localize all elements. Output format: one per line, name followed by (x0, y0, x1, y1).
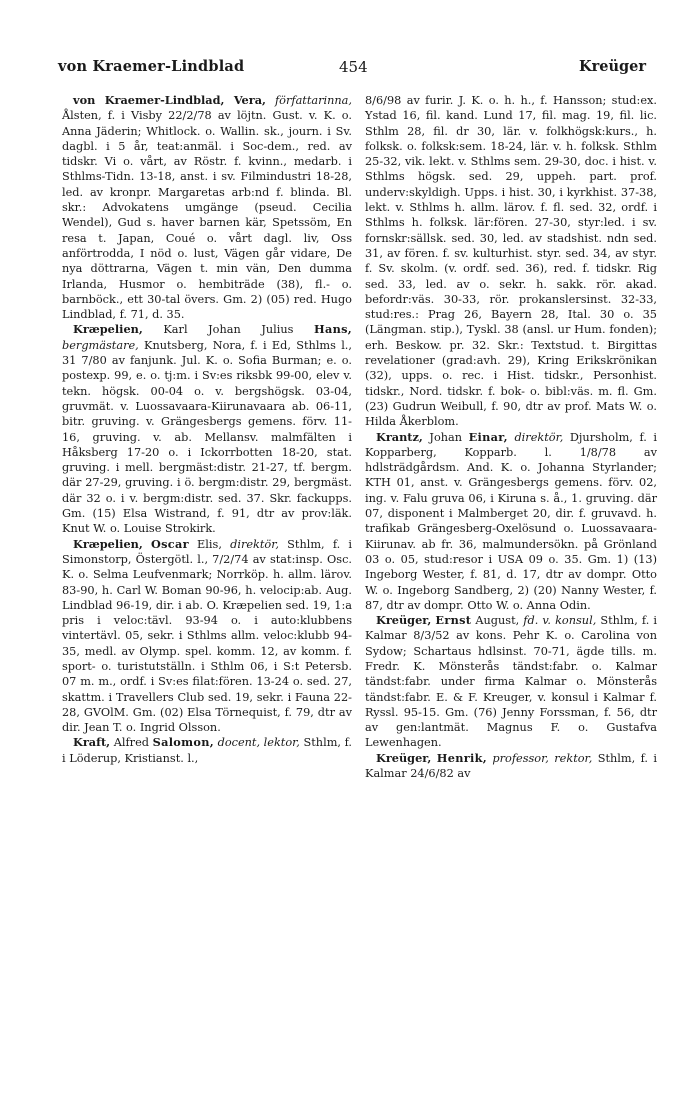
entry-body: Sthlm, f. i Kalmar 8/3/52 av kons. Pehr K. o. Carolina von Sydow; Schartaus hdlsinst. 70-71, ägde tills. m. Fredr. K. Mönsterås tändst:fabr. o. Kalmar tändst:fabr. under firma Kalmar o. Mönsterås tändst:fabr. E. & F. Kreuger, v. konsul i Kalmar f. Ryssl. 95-15. Gm. (76) Jenny Forssman, f. 56, dtr av gen:lantmät. Magnus F. o. Gustafva Lewenhagen. (365, 614, 657, 750)
entry-kreuger-henrik (365, 751, 657, 782)
entry-kraepelien-hans (62, 322, 352, 536)
left-column (62, 93, 352, 766)
page-header (28, 58, 654, 80)
entry-body: Knutsberg, Nora, f. i Ed, Sthlms l., 31 7/80 av fanjunk. Jul. K. o. Sofia Burman; e. o. postexp. 99, e. o. tj:m. i Sv:es riksbk 99-00, elev v. tekn. högsk. 00-04 o. v. bergshögsk. 03-04, gruvmät. v. Luossavaara-Kiirunavaara ab. 06-11, bitr. gruving. v. Grängesbergs gemens. förv. 11-16, gruving. v. ab. Mellansv. malmfälten i Håksberg 17-20 o. i Ickorrbotten 18-20, stat. gruving. i mell. bergmäst:distr. 21-27, tf. bergm. där 27-29, gruving. i ö. bergm:distr. 29, bergmäst. där 32 o. i v. bergm:distr. sed. 37. Skr. fackupps. Gm. (15) Elsa Wistrand, f. 91, dtr av prov:läk. Knut W. o. Louise Strokirk. (62, 338, 352, 536)
entry-role: direktör, (230, 537, 279, 551)
entry-role: professor, rektor, (492, 751, 593, 765)
entry-kraemer-lindblad (62, 93, 352, 322)
entry-role: fd. v. konsul, (523, 614, 597, 628)
entry-krantz (365, 430, 657, 614)
entry-body: Ålsten, f. i Visby 22/2/78 av löjtn. Gust. v. K. o. Anna Jäderin; Whitlock. o. Wallin. sk., journ. i Sv. dagbl. i 5 år, teat:anmäl. i Soc-dem., red. av tidskr. Vi o. vårt, av Röstr. f. kvinn., medarb. i Sthlms-Tidn. 13-18, anst. i sv. Filmindustri 18-28, led. av kronpr. Margaretas arb:nd f. blinda. Bl. skr.: Advokatens umgänge (pseud. Cecilia Wendel), Gud s. haver barnen kär, Spetssöm, En resa t. Japan, Coué o. vårt dagl. liv, Oss anförtrodda, I nöd o. lust, Vägen går vidare, De nya döttrarna, Vägen t. min vän, Den dumma Irlanda, Husmor o. hembiträde (38), fl.- o. barnböck., ett 30-tal övers. Gm. 2) (05) red. Hugo Lindblad, f. 71, d. 35. (62, 109, 352, 322)
entry-call-name: Einar, (468, 429, 508, 444)
entry-kraft-continued (365, 93, 657, 430)
entry-kraft (62, 735, 352, 766)
entry-name: Kræpelien, (73, 322, 143, 337)
running-head-right: Kreüger (578, 58, 646, 75)
entry-given-names: Johan (422, 430, 469, 444)
entry-name: von Kraemer-Lindblad, Vera, (73, 93, 266, 107)
entry-given-names: Alfred (110, 736, 153, 750)
entry-call-name: Oscar (151, 536, 189, 551)
entry-role: docent, lektor, (217, 736, 300, 750)
entry-name: Kreüger, (376, 613, 432, 628)
entry-call-name: Ernst (435, 613, 472, 628)
entry-name: Krantz, (376, 429, 423, 444)
entry-name: Kraft, (73, 735, 111, 750)
entry-kraepelien-oscar (62, 537, 352, 736)
entry-call-name: Hans, (314, 322, 352, 337)
entry-body: Djursholm, f. i Kopparberg, Kopparb. l. 1/8/78 av hdlsträdgårdsm. And. K. o. Johanna Styrlander; KTH 01, anst. v. Grängesbergs gemens. förv. 02, ing. v. Falu gruva 06, i Kiruna s. å., 1. gruving. där 07, disponent i Malmberget 20, dir. f. gruvavd. h. trafikab Grängesberg-Oxelösund o. Luossavaara-Kiirunav. ab fr. 36, malmundersökn. på Grönland 03 o. 05, stud:resor i USA 09 o. 35. Gm. 1) (13) Ingeborg Wester, f. 81, d. 17, dtr av dompr. Otto W. o. Ingeborg Sandberg, 2) (20) Nanny Wester, f. 87, dtr av dompr. Otto W. o. Anna Odin. (365, 430, 657, 612)
right-column (365, 93, 657, 781)
entry-body: Sthlm, f. i Kalmar 24/6/82 av (365, 751, 658, 781)
entry-role: författarinna, (275, 94, 353, 107)
entry-call-name: Salomon, (152, 735, 214, 750)
page-number: 454 (339, 58, 368, 76)
entry-kreuger-ernst (365, 613, 657, 751)
entry-call-name: Henrik, (436, 750, 487, 765)
running-head-left: von Kraemer-Lindblad (58, 58, 245, 75)
entry-role: direktör, (514, 430, 564, 444)
entry-body: Sthlm, f. i Simonstorp, Östergötl. l., 7/2/74 av stat:insp. Osc. K. o. Selma Leufvenmark; Norrköp. h. allm. lärov. 83-90, h. Carl W. Boman 90-96, h. velocip:ab. Aug. Lindblad 96-19, dir. i ab. O. Kræpelien sed. 19, 1:a pris i veloc:tävl. 93-94 o. i auto:klubbens vintertävl. 05, sekr. i Sthlms allm. veloc:klubb 94-35, medl. av Olymp. spel. komm. 12, av komm. f. sport- o. turistutställn. i Sthlm 06, i S:t Petersb. 07 m. m., ordf. i Sv:es filat:fören. 13-24 o. sed. 27, skattm. i Travellers Club sed. 19, sekr. i Fauna 22-28, GVOlM. Gm. (02) Elsa Törnequist, f. 79, dtr av dir. Jean T. o. Ingrid Olsson. (62, 537, 353, 735)
entry-body: Sthlm, f. i Löderup, Kristianst. l., (62, 736, 352, 765)
entry-body: 8/6/98 av furir. J. K. o. h. h., f. Hansson; stud:ex. Ystad 16, fil. kand. Lund 17, fil. mag. 19, fil. lic. Sthlm 28, fil. dr 30, lär. v. folkhögsk:kurs., h. folksk. o. folksk:sem. 18-24, lär. v. h. folksk. Sthlm 25-32, vik. lekt. v. Sthlms sem. 29-30, doc. i hist. v. Sthlms högsk. sed. 29, uppeh. part. prof. underv:skyldigh. Upps. i hist. 30, i kyrkhist. 37-38, lekt. v. Sthlms h. allm. lärov. f. fl. sed. 32, ordf. i Sthlms h. folksk. lär:fören. 27-30, styr:led. i sv. fornskr:sällsk. sed. 30, led. av stadshist. ndn sed. 31, av fören. f. sv. kulturhist. styr. sed. 34, av styr. f. Sv. skolm. (v. ordf. sed. 36), red. f. tidskr. Rig sed. 33, led. av o. sekr. h. sakk. rör. akad. befordr:väs. 30-33, rör. prokanslersinst. 32-33, stud:res.: Prag 26, Bayern 28, Ital. 30 o. 35 (Längman. stip.), Tyskl. 38 (ansl. ur Hum. fonden); erh. Beskow. pr. 32. Skr.: Textstud. t. Birgittas revelationer (grad:avh. 29), Kring Erikskrönikan (32), upps. o. rec. i Hist. tidskr., Personhist. tidskr., Nord. tidskr. f. bok- o. bibl:väs. m. fl. Gm. (23) Gudrun Weibull, f. 90, dtr av prof. Mats W. o. Hilda Åkerblom. (365, 94, 657, 429)
entry-role: bergmästare, (62, 338, 139, 352)
entry-name: Kreüger, (376, 750, 432, 765)
entry-given-names: Karl Johan Julius (142, 323, 314, 337)
entry-given-names: August, (471, 614, 524, 628)
entry-given-names: Elis, (188, 537, 231, 551)
entry-name: Kræpelien, (73, 536, 143, 551)
